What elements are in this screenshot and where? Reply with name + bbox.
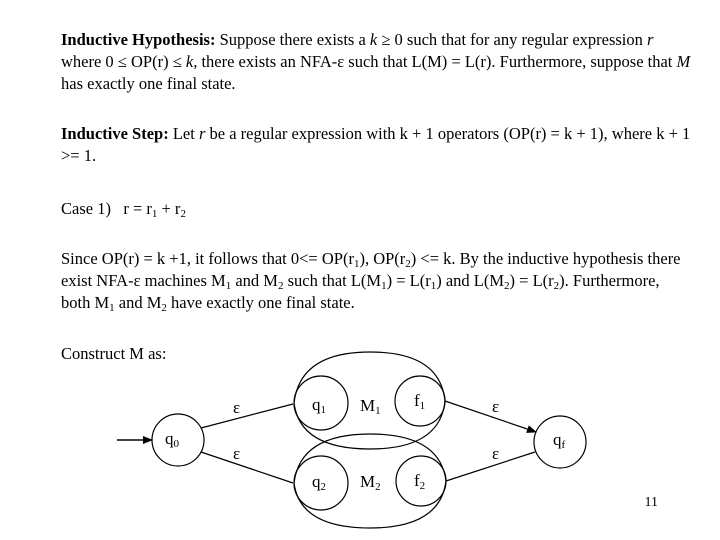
epsilon-label-f2-qf: ε: [492, 444, 500, 463]
label-q2: q2: [312, 472, 326, 493]
inductive-hypothesis: Inductive Hypothesis: Suppose there exists a k ≥ 0 such that for any regular expression r where 0 ≤ OP(r) ≤ k, there exists an NFA-ε such that L(M) = L(r). Furthermore, suppose that M has exactly one final state.: [61, 30, 691, 93]
label-m2: M2: [360, 472, 381, 493]
page-number: 11: [644, 495, 658, 510]
inductive-step: Inductive Step: Let r be a regular expression with k + 1 operators (OP(r) = k + 1), where k + 1 >= 1.: [61, 124, 691, 165]
epsilon-label-q0-q1: ε: [233, 398, 241, 417]
label-m1: M1: [360, 396, 381, 417]
case-label: Case 1): [61, 199, 111, 218]
hypothesis-heading: Inductive Hypothesis:: [61, 30, 216, 49]
label-f2: f2: [414, 471, 426, 492]
step-heading: Inductive Step:: [61, 124, 169, 143]
label-q1: q1: [312, 395, 326, 416]
edge-q0-q2: [201, 452, 293, 483]
epsilon-label-q0-q2: ε: [233, 444, 241, 463]
edge-f2-qf: [446, 452, 535, 481]
state-q1: [294, 376, 348, 430]
edge-q0-q1: [201, 404, 293, 428]
case-line: Case 1) $r = r_1 + r_2$: [61, 199, 186, 220]
label-q0: q0: [165, 429, 179, 450]
since-paragraph: Since OP(r) = k +1, it follows that $0<= OP(r_1)$, $OP(r_2) <= k$. By the inductive hypothesis there exist NFA-ε machines $M_1$ and $M_2$ such that $L(M_1) = L(r_1)$ and $L(M_2) = L(r_2)$. Furthermore, both $M_1$ and $M_2$ have exactly one final state.: [61, 249, 681, 314]
edge-f1-qf: [445, 401, 536, 432]
construct-label: Construct M as:: [61, 344, 167, 363]
label-qf: qf: [553, 430, 566, 451]
label-f1: f1: [414, 391, 426, 412]
epsilon-label-f1-qf: ε: [492, 397, 500, 416]
